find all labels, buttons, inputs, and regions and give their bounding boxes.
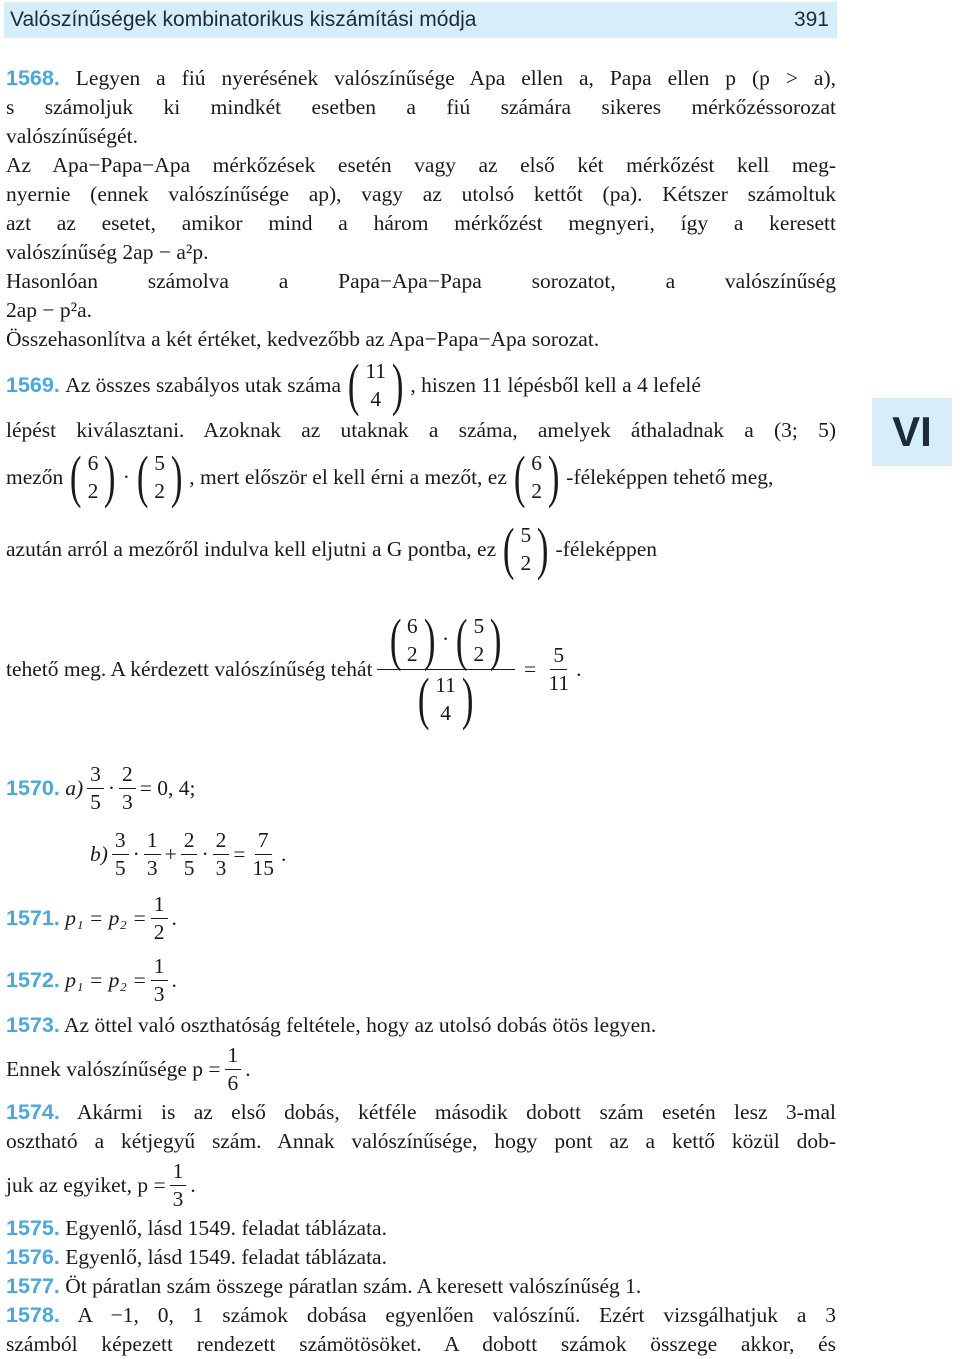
fraction: $\frac{2}{3}$ [119, 761, 136, 816]
problem-number: 1577. [6, 1274, 60, 1298]
problem-number: 1569. [6, 372, 60, 397]
text-segment: -féleképpen [555, 536, 658, 561]
binomial-5-2: ( 5 2 ) [503, 516, 549, 581]
text-segment: Ennek valószínűsége p = [6, 1056, 221, 1081]
text-line: Összehasonlítva a két értéket, kedvezőbb az Apa−Papa−Apa sorozat. [6, 327, 600, 351]
binomial-11-4: ( 11 4 ) [347, 352, 404, 417]
problem-number: 1570. [6, 775, 60, 800]
part-label: b) [90, 841, 108, 866]
text-line: valószínűségét. [6, 124, 138, 148]
fraction: $\frac{1}{3}$ [144, 827, 161, 882]
problem-number: 1575. [6, 1216, 60, 1240]
binomial-6-2: ( 6 2 ) [513, 444, 560, 509]
result: = 0, 4; [139, 775, 196, 800]
text-segment: Az összes szabályos utak száma [65, 372, 342, 397]
text-line: Egyenlő, lásd 1549. feladat táblázata. [65, 1245, 387, 1269]
binomial-5-2: ( 5 2 ) [136, 444, 183, 509]
problem-number: 1572. [6, 967, 60, 992]
text-line: Az öttel való oszthatóság feltétele, hogy az utolsó dobás ötös legyen. [64, 1013, 657, 1037]
problem-number: 1573. [6, 1013, 60, 1037]
solution-1569: 1569. Az összes szabályos utak száma ( 11 4 ) , hiszen 11 lépésből kell a 4 lefelé lépést kiválasztani. Azoknak az utaknak a száma, amelyek áthaladnak a (3; 5) mezőn ( 6 2 ) · ( 5 2 ) , mert először el kell érni a mezőt, ez ( 6 2 ) -féleképpen tehető meg, azután arról a mezőről indulva kell eljutni a G pontba, ez ( 5 2 ) -féleképpen tehető meg. A kérdezett valószínűség tehát ( 6 2 ) · ( 5 2 ) ( 11 4 ) = $\frac{5}{11}$ . [6, 352, 836, 731]
fraction: $\frac{2}{3}$ [213, 827, 230, 882]
text-line: s számoljuk ki mindkét esetben a fiú számára sikeres mérkőzéssorozat [6, 95, 836, 119]
text-line: valószínűség 2ap − a²p. [6, 240, 209, 264]
text-segment: , mert először el kell érni a mezőt, ez [189, 464, 507, 489]
result-fraction: $\frac{7}{15}$ [252, 827, 275, 880]
result-fraction: $\frac{5}{11}$ [548, 642, 570, 695]
text-line: Hasonlóan számolva a Papa−Apa−Papa sorozatot, a valószínűség [6, 269, 836, 293]
fraction: $\frac{1}{6}$ [225, 1042, 242, 1097]
text-line: 2ap − p²a. [6, 298, 93, 322]
page-number: 391 [793, 8, 829, 31]
solution-1578 [6, 1301, 836, 1359]
problem-number: 1576. [6, 1245, 60, 1269]
solution-1575 [6, 1214, 836, 1243]
text-segment: tehető meg. A kérdezett valószínűség tehát [6, 656, 373, 681]
solution-1570: 1570. a) $\frac{3}{5}$ · $\frac{2}{3}$ = 0, 4; b) $\frac{3}{5}$ · $\frac{1}{3}$ + $\frac{2}{5}$ · $\frac{2}{3}$ = $\frac{7}{15}$ . [6, 761, 287, 880]
text-segment: juk az egyiket, p = [6, 1172, 166, 1197]
problem-number: 1578. [6, 1303, 60, 1327]
fraction: $\frac{1}{3}$ [170, 1158, 187, 1213]
solution-1571: 1571. p₁ = p₂ = $\frac{1}{2}$ . [6, 891, 177, 944]
fraction: $\frac{3}{5}$ [87, 761, 104, 816]
text-line: nyernie (ennek valószínűsége ap), vagy az utolsó kettőt (pa). Kétszer számoltuk [6, 182, 836, 206]
solution-1568 [6, 64, 836, 354]
problem-number: 1574. [6, 1100, 60, 1124]
problem-number: 1568. [6, 66, 60, 90]
text-line: Akármi is az első dobás, kétféle második dobott szám esetén lesz 3-mal [77, 1100, 836, 1124]
text-line: Legyen a fiú nyerésének valószínűsége Apa ellen a, Papa ellen p (p > a), [75, 66, 837, 90]
chapter-tab: VI [872, 398, 952, 466]
text-line: Egyenlő, lásd 1549. feladat táblázata. [65, 1216, 387, 1240]
text-line: osztható a kétjegyű szám. Annak valószínűsége, hogy pont az a kettő közül dob- [6, 1129, 836, 1153]
chapter-title: Valószínűségek kombinatorikus kiszámítási módja [10, 8, 477, 31]
expression: p₁ = p₂ = [65, 967, 147, 992]
text-line: A −1, 0, 1 számok dobása egyenlően valószínű. Ezért vizsgálhatjuk a 3 [77, 1303, 836, 1327]
fraction: $\frac{2}{5}$ [181, 827, 198, 882]
text-segment: , hiszen 11 lépésből kell a 4 lefelé [410, 372, 701, 397]
text-line: lépést kiválasztani. Azoknak az utaknak a száma, amelyek áthaladnak a (3; 5) [6, 418, 836, 442]
fraction: $\frac{1}{2}$ [151, 891, 168, 946]
fraction: $\frac{3}{5}$ [112, 827, 129, 882]
probability-fraction: ( 6 2 ) · ( 5 2 ) ( 11 4 ) [377, 611, 515, 728]
solution-1577 [6, 1272, 836, 1301]
text-segment: -féleképpen tehető meg, [566, 464, 774, 489]
page-header [4, 2, 837, 38]
binomial-6-2: ( 6 2 ) [70, 444, 116, 509]
text-segment: azután arról a mezőről indulva kell eljutni a G pontba, ez [6, 536, 497, 561]
text-line: Az Apa−Papa−Apa mérkőzések esetén vagy az első két mérkőzést kell meg- [6, 153, 836, 177]
solution-1576 [6, 1243, 836, 1272]
text-line: azt az esetet, amikor mind a három mérkőzést megnyeri, így a keresett [6, 211, 836, 235]
text-line: Öt páratlan szám összege páratlan szám. A keresett valószínűség 1. [65, 1274, 642, 1298]
solution-1572: 1572. p₁ = p₂ = $\frac{1}{3}$ . [6, 953, 177, 1006]
expression: p₁ = p₂ = [65, 905, 147, 930]
part-label: a) [65, 775, 84, 800]
problem-number: 1571. [6, 905, 60, 930]
fraction: $\frac{1}{3}$ [151, 953, 168, 1008]
solutions-content [6, 64, 836, 1359]
solution-1574: 1574. Akármi is az első dobás, kétféle második dobott szám esetén lesz 3-mal osztható a kétjegyű szám. Annak valószínűsége, hogy pont az a kettő közül dob- juk az egyiket, p = $\frac{1}{3}$ . [6, 1100, 836, 1211]
text-line: számból képezett rendezett számötösöket. A dobott számok összege akkor, és [6, 1332, 836, 1356]
text-segment: mezőn [6, 464, 64, 489]
solution-1573: 1573. Az öttel való oszthatóság feltétele, hogy az utolsó dobás ötös legyen. Ennek valószínűsége p = $\frac{1}{6}$ . [6, 1013, 657, 1095]
